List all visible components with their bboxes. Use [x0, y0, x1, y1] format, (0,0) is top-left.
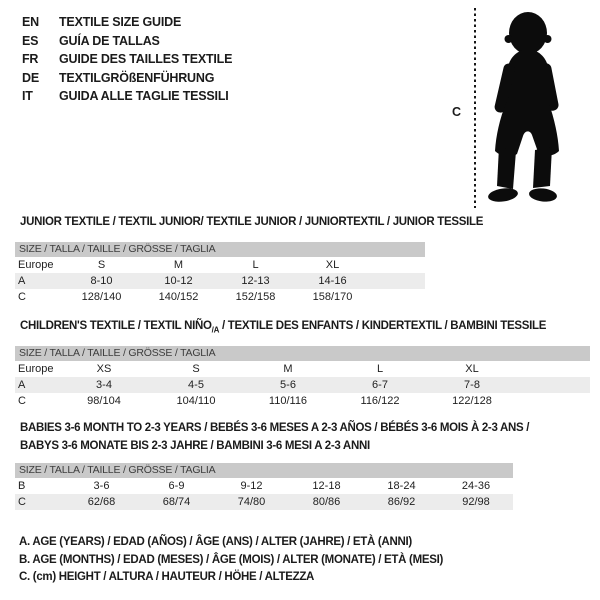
children-size-header-bar: SIZE / TALLA / TAILLE / GRÖSSE / TAGLIA: [15, 346, 590, 361]
language-label: GUIDA ALLE TAGLIE TESSILI: [59, 89, 229, 104]
empty-cell: [371, 273, 425, 289]
height-measure-dashed-line: [474, 8, 476, 208]
row-label: B: [18, 480, 26, 492]
junior-row-c: [15, 289, 425, 305]
size-cell: 80/86: [312, 496, 341, 508]
language-row: [22, 13, 232, 32]
size-column-header: S: [97, 259, 106, 271]
size-cell: 128/140: [81, 291, 122, 303]
language-row: [22, 50, 232, 69]
size-cell: 122/128: [452, 395, 492, 407]
legend-line-a: A. AGE (YEARS) / EDAD (AÑOS) / ÂGE (ANS) / ALTER (JAHRE) / ETÀ (ANNI): [19, 536, 412, 548]
children-section-title: [20, 320, 546, 334]
babies-size-header-bar: SIZE / TALLA / TAILLE / GRÖSSE / TAGLIA: [15, 463, 513, 478]
size-cell: 152/158: [235, 291, 276, 303]
children-table: [15, 361, 590, 409]
children-row-c: [15, 393, 590, 409]
size-column-header: L: [376, 363, 384, 375]
language-row: [22, 32, 232, 51]
size-column-header: XL: [465, 363, 479, 375]
empty-cell: [371, 289, 425, 305]
language-code: FR: [22, 52, 39, 67]
junior-column-header-row: [15, 257, 425, 273]
language-title-list: [22, 13, 232, 106]
legend-line-c: C. (cm) HEIGHT / ALTURA / HAUTEUR / HÖHE / ALTEZZA: [19, 571, 315, 584]
size-cell: 5-6: [280, 379, 296, 391]
size-cell: 12-13: [241, 275, 270, 287]
children-row-a: [15, 377, 590, 393]
size-cell: 6-7: [372, 379, 388, 391]
row-label: C: [18, 291, 26, 303]
size-column-header: S: [192, 363, 200, 375]
language-label: GUIDE DES TAILLES TEXTILE: [59, 52, 233, 67]
language-row: [22, 87, 232, 106]
children-title-pre: CHILDREN'S TEXTILE / TEXTIL NIÑO: [20, 320, 212, 332]
size-cell: 116/122: [360, 395, 400, 407]
empty-cell: [518, 393, 590, 409]
size-cell: 74/80: [237, 496, 266, 508]
region-label: Europe: [18, 259, 54, 271]
language-code: EN: [22, 15, 39, 29]
babies-row-c: [15, 494, 513, 510]
language-code: ES: [22, 33, 39, 48]
babies-title-line2: BABYS 3-6 MONATE BIS 2-3 JAHRE / BAMBINI 3-6 MESI A 2-3 ANNI: [20, 439, 370, 452]
size-cell: 104/110: [176, 395, 216, 407]
junior-size-table: [15, 242, 425, 305]
size-cell: 8-10: [90, 275, 113, 287]
language-row: [22, 69, 232, 88]
size-cell: 12-18: [312, 480, 341, 492]
junior-size-header-bar: SIZE / TALLA / TAILLE / GRÖSSE / TAGLIA: [15, 242, 425, 257]
babies-title-line1: BABIES 3-6 MONTH TO 2-3 YEARS / BEBÉS 3-6 MESES A 2-3 AÑOS / BÉBÉS 3-6 MOIS À 2-3 ANS /: [20, 422, 530, 434]
size-cell: 158/170: [312, 291, 353, 303]
language-code: DE: [22, 70, 39, 85]
legend-line-b: B. AGE (MONTHS) / EDAD (MESES) / ÂGE (MOIS) / ALTER (MONATE) / ETÀ (MESI): [19, 553, 444, 566]
size-cell: 14-16: [318, 275, 347, 287]
junior-section-title: JUNIOR TEXTILE / TEXTIL JUNIOR/ TEXTILE JUNIOR / JUNIORTEXTIL / JUNIOR TESSILE: [20, 216, 484, 228]
size-cell: 9-12: [240, 480, 263, 492]
size-cell: 68/74: [162, 496, 191, 508]
empty-cell: [371, 257, 425, 273]
size-cell: 24-36: [461, 480, 491, 492]
measurement-legend: [19, 534, 443, 587]
children-column-header-row: [15, 361, 590, 377]
size-cell: 62/68: [87, 496, 116, 508]
babies-row-b: [15, 478, 513, 494]
junior-row-a: [15, 273, 425, 289]
language-label: TEXTILE SIZE GUIDE: [59, 15, 182, 29]
size-column-header: M: [173, 259, 184, 271]
empty-cell: [518, 361, 590, 377]
size-cell: 3-4: [96, 379, 112, 391]
size-column-header: XS: [96, 363, 112, 375]
language-code: IT: [22, 89, 33, 104]
height-measure-label: C: [452, 105, 462, 119]
row-label: C: [18, 395, 26, 407]
size-cell: 110/116: [268, 395, 308, 407]
size-cell: 86/92: [387, 496, 416, 508]
size-cell: 3-6: [93, 480, 110, 492]
children-title-post: / TEXTILE DES ENFANTS / KINDERTEXTIL / BAMBINI TESSILE: [219, 320, 547, 332]
babies-section-title: [20, 420, 529, 455]
row-label: A: [18, 379, 26, 391]
row-label: A: [18, 275, 26, 287]
size-column-header: M: [283, 363, 293, 375]
children-title-subscript: /A: [211, 325, 220, 335]
babies-table: [15, 478, 513, 510]
size-cell: 6-9: [168, 480, 185, 492]
babies-size-table: [15, 463, 513, 510]
size-cell: 98/104: [87, 395, 121, 407]
size-cell: 7-8: [464, 379, 480, 391]
size-cell: 92/98: [462, 496, 490, 508]
baby-silhouette-icon: [482, 9, 572, 205]
language-label: TEXTILGRÖßENFÜHRUNG: [59, 70, 215, 85]
junior-table: [15, 257, 425, 305]
row-label: C: [18, 496, 26, 508]
region-label: Europe: [18, 363, 54, 375]
language-label: GUÍA DE TALLAS: [59, 33, 160, 48]
size-cell: 18-24: [387, 480, 416, 492]
children-size-table: [15, 346, 590, 409]
size-cell: 10-12: [164, 275, 193, 287]
empty-cell: [518, 377, 590, 393]
size-column-header: L: [252, 259, 259, 271]
size-cell: 4-5: [188, 379, 204, 391]
size-column-header: XL: [325, 259, 340, 271]
size-cell: 140/152: [158, 291, 199, 303]
